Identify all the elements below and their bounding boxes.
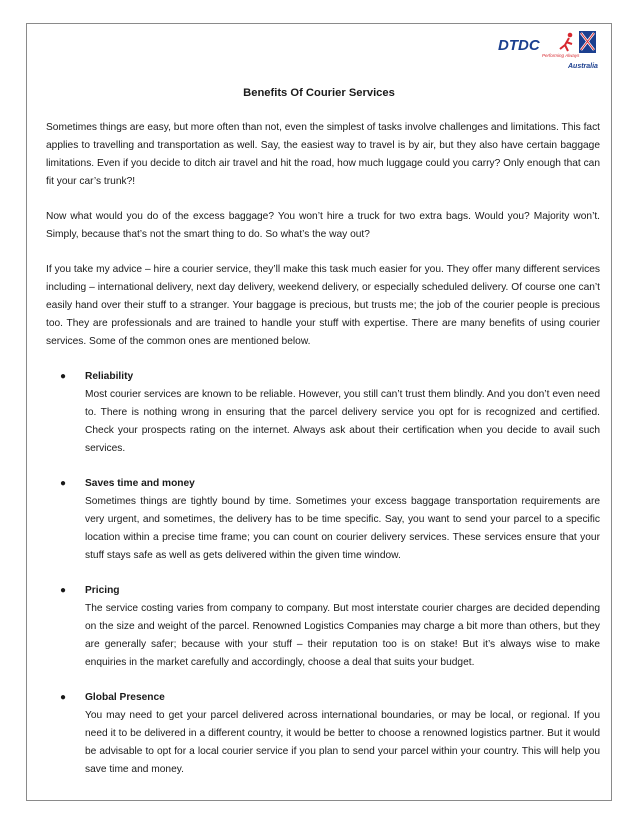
benefit-title: Pricing (85, 585, 120, 596)
benefit-title: Global Presence (85, 692, 165, 703)
benefit-item-global-presence (46, 689, 600, 779)
logo-region: Australia (568, 63, 598, 70)
document-body (46, 119, 600, 796)
intro-paragraph: If you take my advice – hire a courier service, they’ll make this task much easier for you. They offer many different services including – international delivery, next day delivery, weekend delivery, or especially scheduled delivery. Of course one can’t easily hand over their stuff to a stranger. Your baggage is precious, but trusts me; the job of the courier people is precious too. They are professionals and are trained to handle your stuff with expertise. There are many benefits of using courier services. Some of the common ones are mentioned below. (46, 264, 600, 347)
dtdc-logo (492, 28, 600, 74)
benefit-item-reliability (46, 368, 600, 458)
benefit-item-pricing (46, 582, 600, 672)
intro-paragraph: Sometimes things are easy, but more often than not, even the simplest of tasks involve challenges and limitations. This fact applies to travelling and transportation as well. Say, the easiest way to travel is by air, but they also have certain baggage limitations. Even if you decide to ditch air travel and hit the road, how much luggage could you carry? Only enough that can fit your car’s trunk?! (46, 122, 600, 187)
logo-runner-icon (568, 33, 573, 38)
bullet-icon: ● (60, 371, 67, 382)
benefit-text: You may need to get your parcel delivered across international boundaries, or may be local, or regional. If you need it to be delivered in a different country, it would be better to choose a renowned logistics partner. But it would be advisable to opt for a local courier service if you plan to send your parcel within your country. This will help you save time and money. (85, 710, 600, 775)
benefit-title: Saves time and money (85, 478, 195, 489)
bullet-icon: ● (60, 585, 67, 596)
benefit-title: Reliability (85, 371, 134, 382)
benefit-item-saves-time (46, 475, 600, 565)
bullet-icon: ● (60, 478, 67, 489)
logo-tagline: Performing Always (542, 53, 580, 58)
benefit-text: Most courier services are known to be reliable. However, you still can’t trust them blindly. And you don’t even need to. There is nothing wrong in ensuring that the parcel delivery service you opt for is recognized and certified. Check your prospects rating on the internet. Always ask about their certification when you decide to avail such services. (85, 389, 600, 454)
benefit-text: Sometimes things are tightly bound by time. Sometimes your excess baggage transportation requirements are very urgent, and sometimes, the delivery has to be time specific. Say, you want to send your parcel to a specific location within a precise time frame; you can count on courier delivery services. These services ensure that your stuff stays safe as well as gets delivered within the given time window. (85, 496, 600, 561)
intro-paragraph: Now what would you do of the excess baggage? You won’t hire a truck for two extra bags. Would you? Majority won’t. Simply, because that’s not the smart thing to do. So what’s the way out? (46, 211, 600, 240)
bullet-icon: ● (60, 692, 67, 703)
logo-brand: DTDC (498, 37, 540, 54)
document-title: Benefits Of Courier Services (243, 87, 395, 99)
benefit-text: The service costing varies from company to company. But most interstate courier charges are decided depending on the size and weight of the parcel. Renowned Logistics Companies may charge a bit more than others, but they are generally safer; because with your stuff – their reputation too is on stake! But it’s always wise to make enquiries in the market carefully and accordingly, choose a deal that suits your budget. (85, 603, 600, 668)
